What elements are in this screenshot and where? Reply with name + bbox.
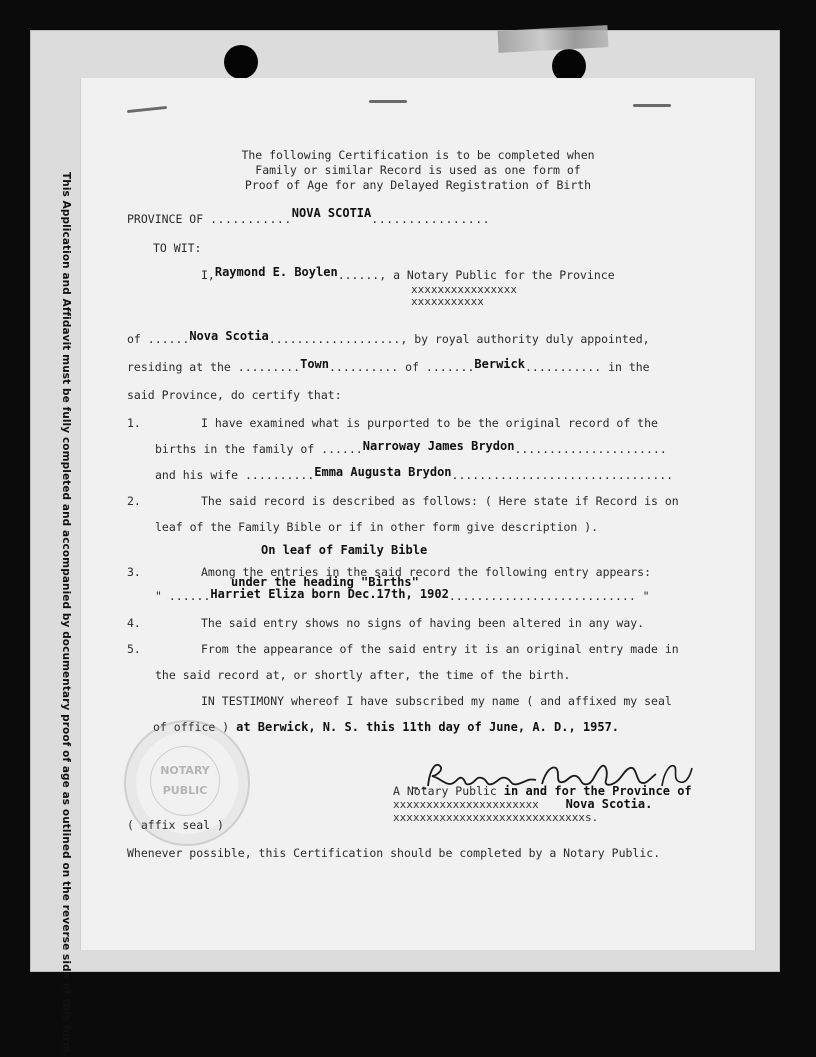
item-5-number: 5. xyxy=(127,642,141,656)
struck-text: xxxxxxxxxxxxxxxxxxxxxxxxxxxxxs. xyxy=(393,811,599,824)
handwritten-signature xyxy=(410,758,700,792)
item-1-number: 1. xyxy=(127,416,141,430)
record-description: On leaf of Family Bible xyxy=(261,543,428,557)
item-3-number: 3. xyxy=(127,565,141,579)
notary-name: Raymond E. Boylen xyxy=(214,265,338,279)
province-typed: Nova Scotia. xyxy=(565,797,653,811)
affix-seal-label: ( affix seal ) xyxy=(127,818,224,832)
province-value: NOVA SCOTIA xyxy=(291,206,372,220)
notary-line: I,Raymond E. Boylen......, a Notary Public for the Province xyxy=(201,265,615,282)
signature-line-2 xyxy=(393,797,652,811)
footer-note: Whenever possible, this Certification should be completed by a Notary Public. xyxy=(127,846,661,860)
said-province: said Province, do certify that: xyxy=(127,388,342,402)
of-line: of ......Nova Scotia..................., by royal authority duly appointed, xyxy=(127,329,650,346)
item-1-text: I have examined what is purported to be the original record of the xyxy=(201,416,658,430)
staple-mark xyxy=(369,100,407,103)
province-line: PROVINCE OF ...........NOVA SCOTIA................ xyxy=(127,206,491,226)
signature-title-line: A Notary Public in and for the Province of xyxy=(393,784,692,798)
to-wit: TO WIT: xyxy=(153,241,202,255)
item-2-number: 2. xyxy=(127,494,141,508)
struck-text: xxxxxxxxxxxxxxxxxxxxxx xyxy=(393,798,539,811)
mother-name: Emma Augusta Brydon xyxy=(314,465,452,479)
wife-line: and his wife ..........Emma Augusta Brydon................................ xyxy=(155,465,674,482)
side-instruction-text: This Application and Affidavit must be fully completed and accompanied by documentary proof of age as outlined on the reverse side of this form. xyxy=(60,172,72,1057)
struck-text: xxxxxxxxxxx xyxy=(411,295,484,308)
item-5-text-2: the said record at, or shortly after, the time of the birth. xyxy=(155,668,571,682)
birth-entry: Harriet Eliza born Dec.17th, 1902 xyxy=(210,587,449,601)
place-and-date: at Berwick, N. S. this 11th day of June, A. D., 1957. xyxy=(236,720,620,734)
father-name: Narroway James Brydon xyxy=(362,439,515,453)
of-value: Nova Scotia xyxy=(189,329,269,343)
province-label: PROVINCE OF xyxy=(127,212,204,226)
header-line-1: The following Certification is to be completed when xyxy=(241,148,595,162)
entry-heading: under the heading "Births" xyxy=(231,575,419,589)
item-2-text: The said record is described as follows: ( Here state if Record is on xyxy=(201,494,679,508)
item-4-number: 4. xyxy=(127,616,141,630)
testimony-line-2: of office ) at Berwick, N. S. this 11th day of June, A. D., 1957. xyxy=(153,720,620,734)
entry-line: " ......Harriet Eliza born Dec.17th, 1902........................... " xyxy=(155,587,650,603)
staple-mark xyxy=(633,104,671,107)
residing-line: residing at the .........Town.......... of .......Berwick........... in the xyxy=(127,357,650,374)
item-4-text: The said entry shows no signs of having been altered in any way. xyxy=(201,616,645,630)
punch-hole-left xyxy=(224,45,258,79)
item-2-text-2: leaf of the Family Bible or if in other form give description ). xyxy=(155,520,599,534)
struck-text: xxxxxxxxxxxxxxxx xyxy=(411,283,517,296)
header-line-2: Family or similar Record is used as one form of xyxy=(255,163,581,177)
residing-place: Berwick xyxy=(474,357,525,371)
header-line-3: Proof of Age for any Delayed Registration of Birth xyxy=(244,178,592,192)
item-3-text: Among the entries in the said record the following entry appears: xyxy=(201,565,652,579)
testimony-text: IN TESTIMONY whereof I have subscribed my name ( and affixed my seal xyxy=(201,694,672,708)
notary-seal: NOTARY PUBLIC xyxy=(124,720,250,846)
staple-mark xyxy=(127,106,167,113)
item-5-text: From the appearance of the said entry it is an original entry made in xyxy=(201,642,679,656)
births-line: births in the family of ......Narroway James Brydon...................... xyxy=(155,439,667,456)
residing-town: Town xyxy=(300,357,329,371)
